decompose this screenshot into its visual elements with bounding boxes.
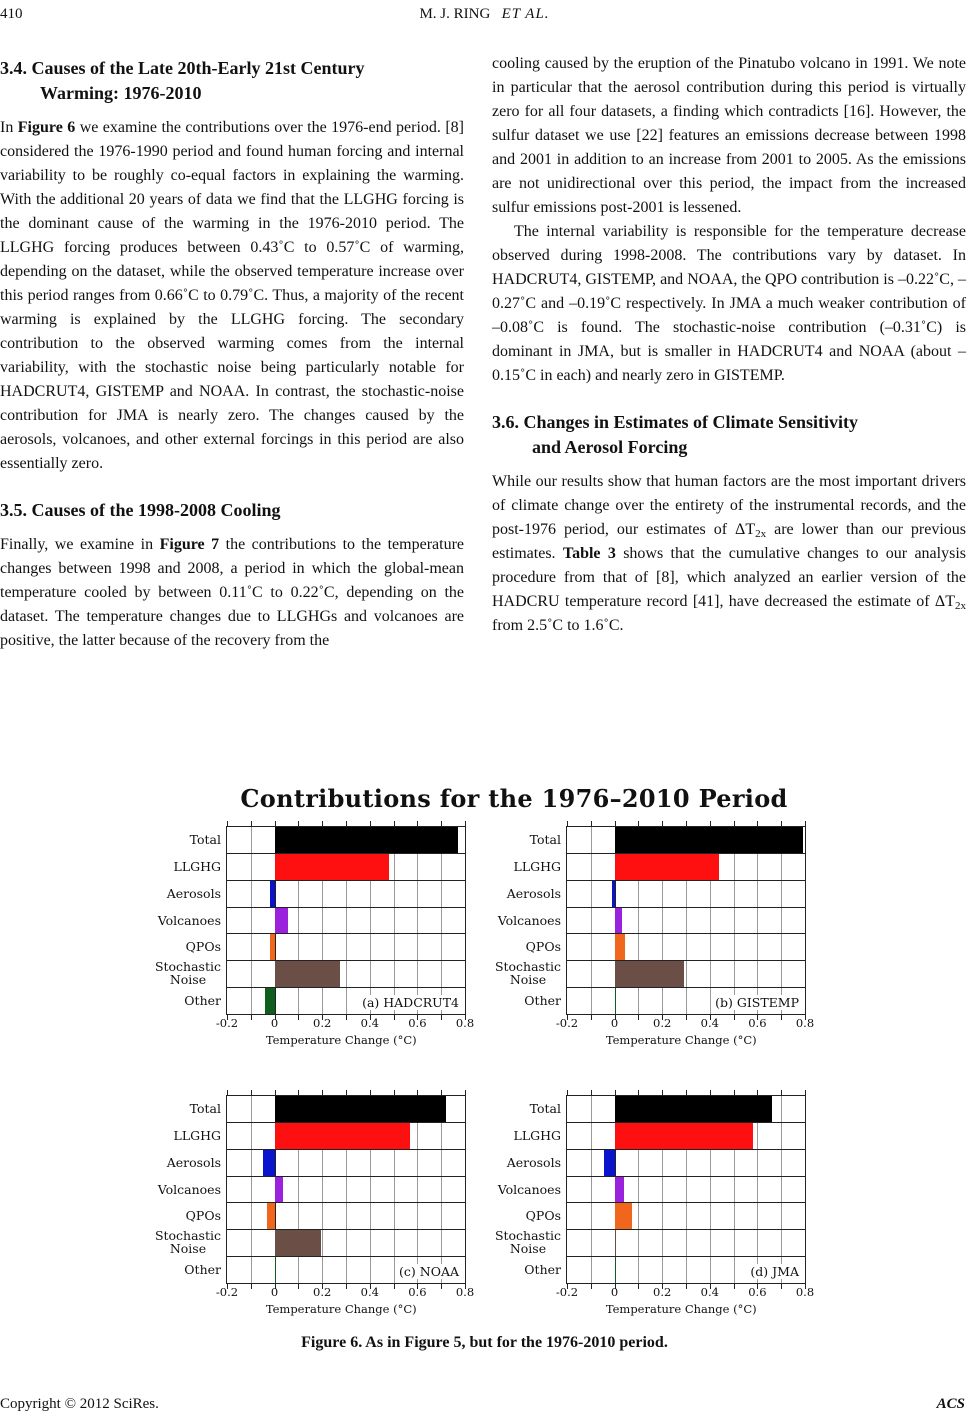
row-label: Other bbox=[184, 993, 221, 1009]
axis-tick bbox=[346, 1015, 347, 1020]
bar-other bbox=[615, 988, 616, 1014]
axis-tick bbox=[781, 1284, 782, 1289]
x-axis-title: Temperature Change (°C) bbox=[605, 1302, 757, 1316]
row-separator bbox=[567, 987, 805, 988]
row-label: Total bbox=[529, 1100, 561, 1116]
section-3-6-heading-line1: 3.6. Changes in Estimates of Climate Sensitivity bbox=[492, 412, 858, 432]
axis-tick bbox=[686, 1015, 687, 1020]
row-separator bbox=[567, 1256, 805, 1257]
axis-tick bbox=[591, 1284, 592, 1289]
internal-variability-paragraph: The internal variability is responsible for the temperature decrease observed during 1998-2008. The contributions vary by dataset. In HADCRUT4, GISTEMP, and NOAA, the QPO contribution is –0.22˚C, –0.27˚C and –0.19˚C respectively. In JMA a much weaker contribution of –0.08˚C is found. The stochastic-noise contribution (–0.31˚C) is dominant in JMA, but is smaller in HADCRUT4 and NOAA (about –0.15˚C in each) and nearly zero in GISTEMP. bbox=[492, 223, 966, 384]
x-tick-label: 0.2 bbox=[653, 1016, 672, 1030]
x-tick-label: 0.8 bbox=[455, 1016, 475, 1030]
row-separator bbox=[567, 960, 805, 961]
figure-caption: Figure 6. As in Figure 5, but for the 1976-2010 period. bbox=[301, 1334, 668, 1351]
left-column bbox=[0, 56, 464, 653]
bar-aerosols bbox=[263, 1150, 275, 1176]
row-separator bbox=[567, 933, 805, 934]
gridline-vertical bbox=[757, 1095, 758, 1283]
gridline-vertical bbox=[394, 826, 395, 1014]
row-label: Volcanoes bbox=[497, 1181, 561, 1197]
x-tick-label: 0 bbox=[270, 1016, 279, 1030]
et-al: ET AL. bbox=[501, 6, 550, 22]
row-label: Total bbox=[529, 831, 561, 847]
chart-panel-a bbox=[154, 826, 475, 1047]
row-separator bbox=[567, 1149, 805, 1150]
section-3-4-heading-line1: 3.4. Causes of the Late 20th-Early 21st Century bbox=[0, 58, 365, 78]
row-separator bbox=[227, 1176, 465, 1177]
chart-panel-b bbox=[494, 826, 815, 1047]
gridline-vertical bbox=[417, 1095, 418, 1283]
row-label: Stochastic Noise bbox=[154, 958, 221, 987]
row-separator bbox=[227, 960, 465, 961]
axis-tick bbox=[591, 1015, 592, 1020]
text: the contributions to the temperature changes between 1998 and 2008, a period in which the global-mean temperature cooled by between 0.11˚C to 0.22˚C, depending on the dataset. The temperature changes due to LLGHGs and volcanoes are positive, the latter because of the recovery from the bbox=[0, 536, 464, 649]
axis-tick bbox=[465, 1090, 466, 1095]
axis-tick bbox=[805, 821, 806, 826]
text: shows that the cumulative changes to our analysis procedure from that of [8], which analyzed an earlier version of the HADCRU temperature record [41], have decreased the estimate of ΔT bbox=[492, 545, 966, 610]
axis-tick bbox=[251, 1015, 252, 1020]
row-label: Other bbox=[184, 1262, 221, 1278]
gridline-vertical bbox=[441, 1095, 442, 1283]
bar-llghg bbox=[275, 854, 389, 880]
running-author-header bbox=[0, 6, 969, 23]
row-separator bbox=[227, 1202, 465, 1203]
row-label: Volcanoes bbox=[157, 912, 221, 928]
axis-tick bbox=[781, 1015, 782, 1020]
bar-stochastic-noise bbox=[275, 1230, 321, 1256]
bar-aerosols bbox=[270, 881, 275, 907]
x-tick-label: 0.6 bbox=[408, 1016, 427, 1030]
panel-tag: (d) JMA bbox=[750, 1264, 799, 1280]
x-tick-label: 0 bbox=[270, 1285, 279, 1299]
panel-tag: (b) GISTEMP bbox=[715, 995, 799, 1011]
gridline-vertical bbox=[251, 826, 252, 1014]
x-tick-label: 0 bbox=[610, 1016, 619, 1030]
x-tick-label: -0.2 bbox=[555, 1016, 579, 1030]
bar-qpos bbox=[615, 934, 626, 960]
row-separator bbox=[227, 907, 465, 908]
bar-qpos bbox=[267, 1203, 274, 1229]
bar-llghg bbox=[615, 1123, 753, 1149]
chart-panel-d bbox=[494, 1095, 815, 1316]
x-tick-label: 0 bbox=[610, 1285, 619, 1299]
bar-other bbox=[265, 988, 275, 1014]
gridline-vertical bbox=[734, 826, 735, 1014]
x-tick-label: 0.2 bbox=[313, 1016, 332, 1030]
axis-tick bbox=[441, 1015, 442, 1020]
figure-title: Contributions for the 1976–2010 Period bbox=[240, 784, 788, 813]
right-column bbox=[492, 52, 966, 638]
x-tick-label: 0.8 bbox=[455, 1285, 475, 1299]
section-3-6-paragraph bbox=[492, 470, 966, 638]
axis-tick bbox=[734, 1015, 735, 1020]
chart-panel-c bbox=[154, 1095, 475, 1316]
axis-tick bbox=[465, 821, 466, 826]
x-tick-label: -0.2 bbox=[215, 1285, 239, 1299]
row-label: QPOs bbox=[185, 1208, 221, 1224]
axis-tick bbox=[251, 1284, 252, 1289]
x-tick-label: 0.6 bbox=[408, 1285, 427, 1299]
row-label: Stochastic Noise bbox=[494, 958, 561, 987]
x-tick-label: 0.2 bbox=[653, 1285, 672, 1299]
row-label: Volcanoes bbox=[497, 912, 561, 928]
row-label: Stochastic Noise bbox=[154, 1227, 221, 1256]
subscript: 2x bbox=[755, 528, 767, 540]
row-label: QPOs bbox=[525, 939, 561, 955]
axis-tick bbox=[298, 1015, 299, 1020]
bar-total bbox=[615, 827, 803, 853]
text: are lower than our previous estimates. bbox=[492, 521, 966, 562]
axis-tick bbox=[686, 1284, 687, 1289]
bar-total bbox=[275, 1096, 446, 1122]
bar-volcanoes bbox=[615, 908, 622, 934]
gridline-vertical bbox=[417, 826, 418, 1014]
axis-tick bbox=[394, 1015, 395, 1020]
bar-total bbox=[275, 827, 458, 853]
x-axis-title: Temperature Change (°C) bbox=[265, 1302, 417, 1316]
row-label: LLGHG bbox=[513, 1127, 561, 1143]
bar-stochastic-noise bbox=[615, 961, 684, 987]
x-tick-label: 0.4 bbox=[700, 1016, 719, 1030]
row-label: LLGHG bbox=[173, 858, 221, 874]
section-3-4-paragraph bbox=[0, 116, 464, 476]
row-label: Stochastic Noise bbox=[494, 1227, 561, 1256]
subscript: 2x bbox=[955, 600, 966, 612]
bar-qpos bbox=[615, 1203, 633, 1229]
text: from 2.5˚C to 1.6˚C. bbox=[492, 617, 624, 634]
axis-tick bbox=[734, 1284, 735, 1289]
row-label: Aerosols bbox=[506, 1154, 561, 1170]
section-3-6-heading bbox=[492, 410, 966, 460]
gridline-vertical bbox=[781, 826, 782, 1014]
row-separator bbox=[567, 1229, 805, 1230]
continuation-paragraph: cooling caused by the eruption of the Pinatubo volcano in 1991. We note in particular that the aerosol contribution during this period is virtually zero for all four datasets, a finding which contradicts [16]. However, the sulfur dataset we use [22] features an emissions decrease between 1998 and 2001 in addition to an increase from 2001 to 2005. As the emissions are not unidirectional over this period, the impact from the increased sulfur emissions post-2001 is lessened. bbox=[492, 55, 966, 216]
row-label: Other bbox=[524, 993, 561, 1009]
journal-footer: ACS bbox=[936, 1396, 965, 1412]
x-tick-label: 0.8 bbox=[795, 1016, 815, 1030]
section-3-5-heading: 3.5. Causes of the 1998-2008 Cooling bbox=[0, 500, 281, 520]
gridline-vertical bbox=[591, 826, 592, 1014]
axis-tick bbox=[346, 1284, 347, 1289]
bar-stochastic-noise bbox=[615, 1230, 616, 1256]
section-3-6-heading-line2: and Aerosol Forcing bbox=[532, 437, 688, 457]
row-separator bbox=[567, 1202, 805, 1203]
bar-llghg bbox=[615, 854, 720, 880]
x-tick-label: 0.8 bbox=[795, 1285, 815, 1299]
table-3-reference[interactable]: Table 3 bbox=[562, 545, 616, 562]
row-label: Other bbox=[524, 1262, 561, 1278]
x-tick-label: -0.2 bbox=[555, 1285, 579, 1299]
panel-tag: (a) HADCRUT4 bbox=[362, 995, 459, 1011]
row-label: Total bbox=[189, 1100, 221, 1116]
row-separator bbox=[567, 880, 805, 881]
section-3-5-paragraph bbox=[0, 533, 464, 653]
bar-other bbox=[615, 1257, 616, 1283]
bar-volcanoes bbox=[275, 1177, 283, 1203]
bar-llghg bbox=[275, 1123, 411, 1149]
bar-volcanoes bbox=[615, 1177, 625, 1203]
author-name: M. J. RING bbox=[419, 6, 491, 22]
axis-tick bbox=[298, 1284, 299, 1289]
row-label: LLGHG bbox=[173, 1127, 221, 1143]
x-tick-label: -0.2 bbox=[215, 1016, 239, 1030]
axis-tick bbox=[638, 1015, 639, 1020]
x-tick-label: 0.6 bbox=[748, 1285, 767, 1299]
row-separator bbox=[227, 1229, 465, 1230]
figure-7-reference[interactable]: Figure 7 bbox=[159, 536, 220, 553]
row-separator bbox=[227, 880, 465, 881]
x-axis-title: Temperature Change (°C) bbox=[265, 1033, 417, 1047]
row-label: Aerosols bbox=[506, 885, 561, 901]
x-tick-label: 0.4 bbox=[360, 1016, 379, 1030]
page-number: 410 bbox=[0, 6, 23, 22]
row-separator bbox=[227, 987, 465, 988]
row-label: Total bbox=[189, 831, 221, 847]
bar-volcanoes bbox=[275, 908, 288, 934]
panel-tag: (c) NOAA bbox=[399, 1264, 459, 1280]
copyright-footer: Copyright © 2012 SciRes. bbox=[0, 1396, 159, 1412]
row-label: LLGHG bbox=[513, 858, 561, 874]
x-tick-label: 0.2 bbox=[313, 1285, 332, 1299]
row-separator bbox=[227, 1256, 465, 1257]
row-separator bbox=[567, 907, 805, 908]
gridline-vertical bbox=[757, 826, 758, 1014]
row-label: Aerosols bbox=[166, 1154, 221, 1170]
x-tick-label: 0.4 bbox=[700, 1285, 719, 1299]
x-tick-label: 0.6 bbox=[748, 1016, 767, 1030]
bar-total bbox=[615, 1096, 772, 1122]
row-label: QPOs bbox=[185, 939, 221, 955]
figure-6-reference[interactable]: Figure 6 bbox=[17, 119, 76, 136]
text: In bbox=[0, 119, 18, 136]
row-label: Aerosols bbox=[166, 885, 221, 901]
bar-aerosols bbox=[612, 881, 614, 907]
gridline-vertical bbox=[591, 1095, 592, 1283]
section-3-4-heading bbox=[0, 56, 464, 106]
gridline-vertical bbox=[781, 1095, 782, 1283]
row-separator bbox=[227, 933, 465, 934]
x-axis-title: Temperature Change (°C) bbox=[605, 1033, 757, 1047]
gridline-vertical bbox=[251, 1095, 252, 1283]
text: Finally, we examine in bbox=[0, 536, 160, 553]
axis-tick bbox=[638, 1284, 639, 1289]
axis-tick bbox=[441, 1284, 442, 1289]
bar-aerosols bbox=[604, 1150, 615, 1176]
row-label: Volcanoes bbox=[157, 1181, 221, 1197]
axis-tick bbox=[394, 1284, 395, 1289]
bar-qpos bbox=[270, 934, 275, 960]
text: While our results show that human factors are the most important drivers of climate change over the entirety of the instrumental records, and the post-1976 period, our estimates of ΔT bbox=[492, 473, 966, 538]
row-label: QPOs bbox=[525, 1208, 561, 1224]
axis-tick bbox=[805, 1090, 806, 1095]
section-3-4-heading-line2: Warming: 1976-2010 bbox=[40, 83, 202, 103]
text: we examine the contributions over the 1976-end period. [8] considered the 1976-1990 period and found human forcing and internal variability to be roughly co-equal factors in explaining the warming. With the additional 20 years of data we find that the LLGHG forcing is the dominant cause of the warming in the 1976-2010 period. The LLGHG forcing produces between 0.43˚C to 0.57˚C of warming, depending on the dataset, while the observed temperature increase over this period ranges from 0.66˚C to 0.79˚C. Thus, a majority of the recent warming is explained by the LLGHG forcing. The secondary contribution to the observed warming comes from the internal variability, with the stochastic noise being particularly notable for HADCRUT4, GISTEMP and NOAA. In contrast, the stochastic-noise contribution for JMA is nearly zero. The changes caused by the aerosols, volcanoes, and other external forcings in this period are also essentially zero. bbox=[0, 119, 465, 472]
bar-other bbox=[275, 1257, 276, 1283]
x-tick-label: 0.4 bbox=[360, 1285, 379, 1299]
bar-stochastic-noise bbox=[275, 961, 340, 987]
gridline-vertical bbox=[441, 826, 442, 1014]
row-separator bbox=[567, 1176, 805, 1177]
